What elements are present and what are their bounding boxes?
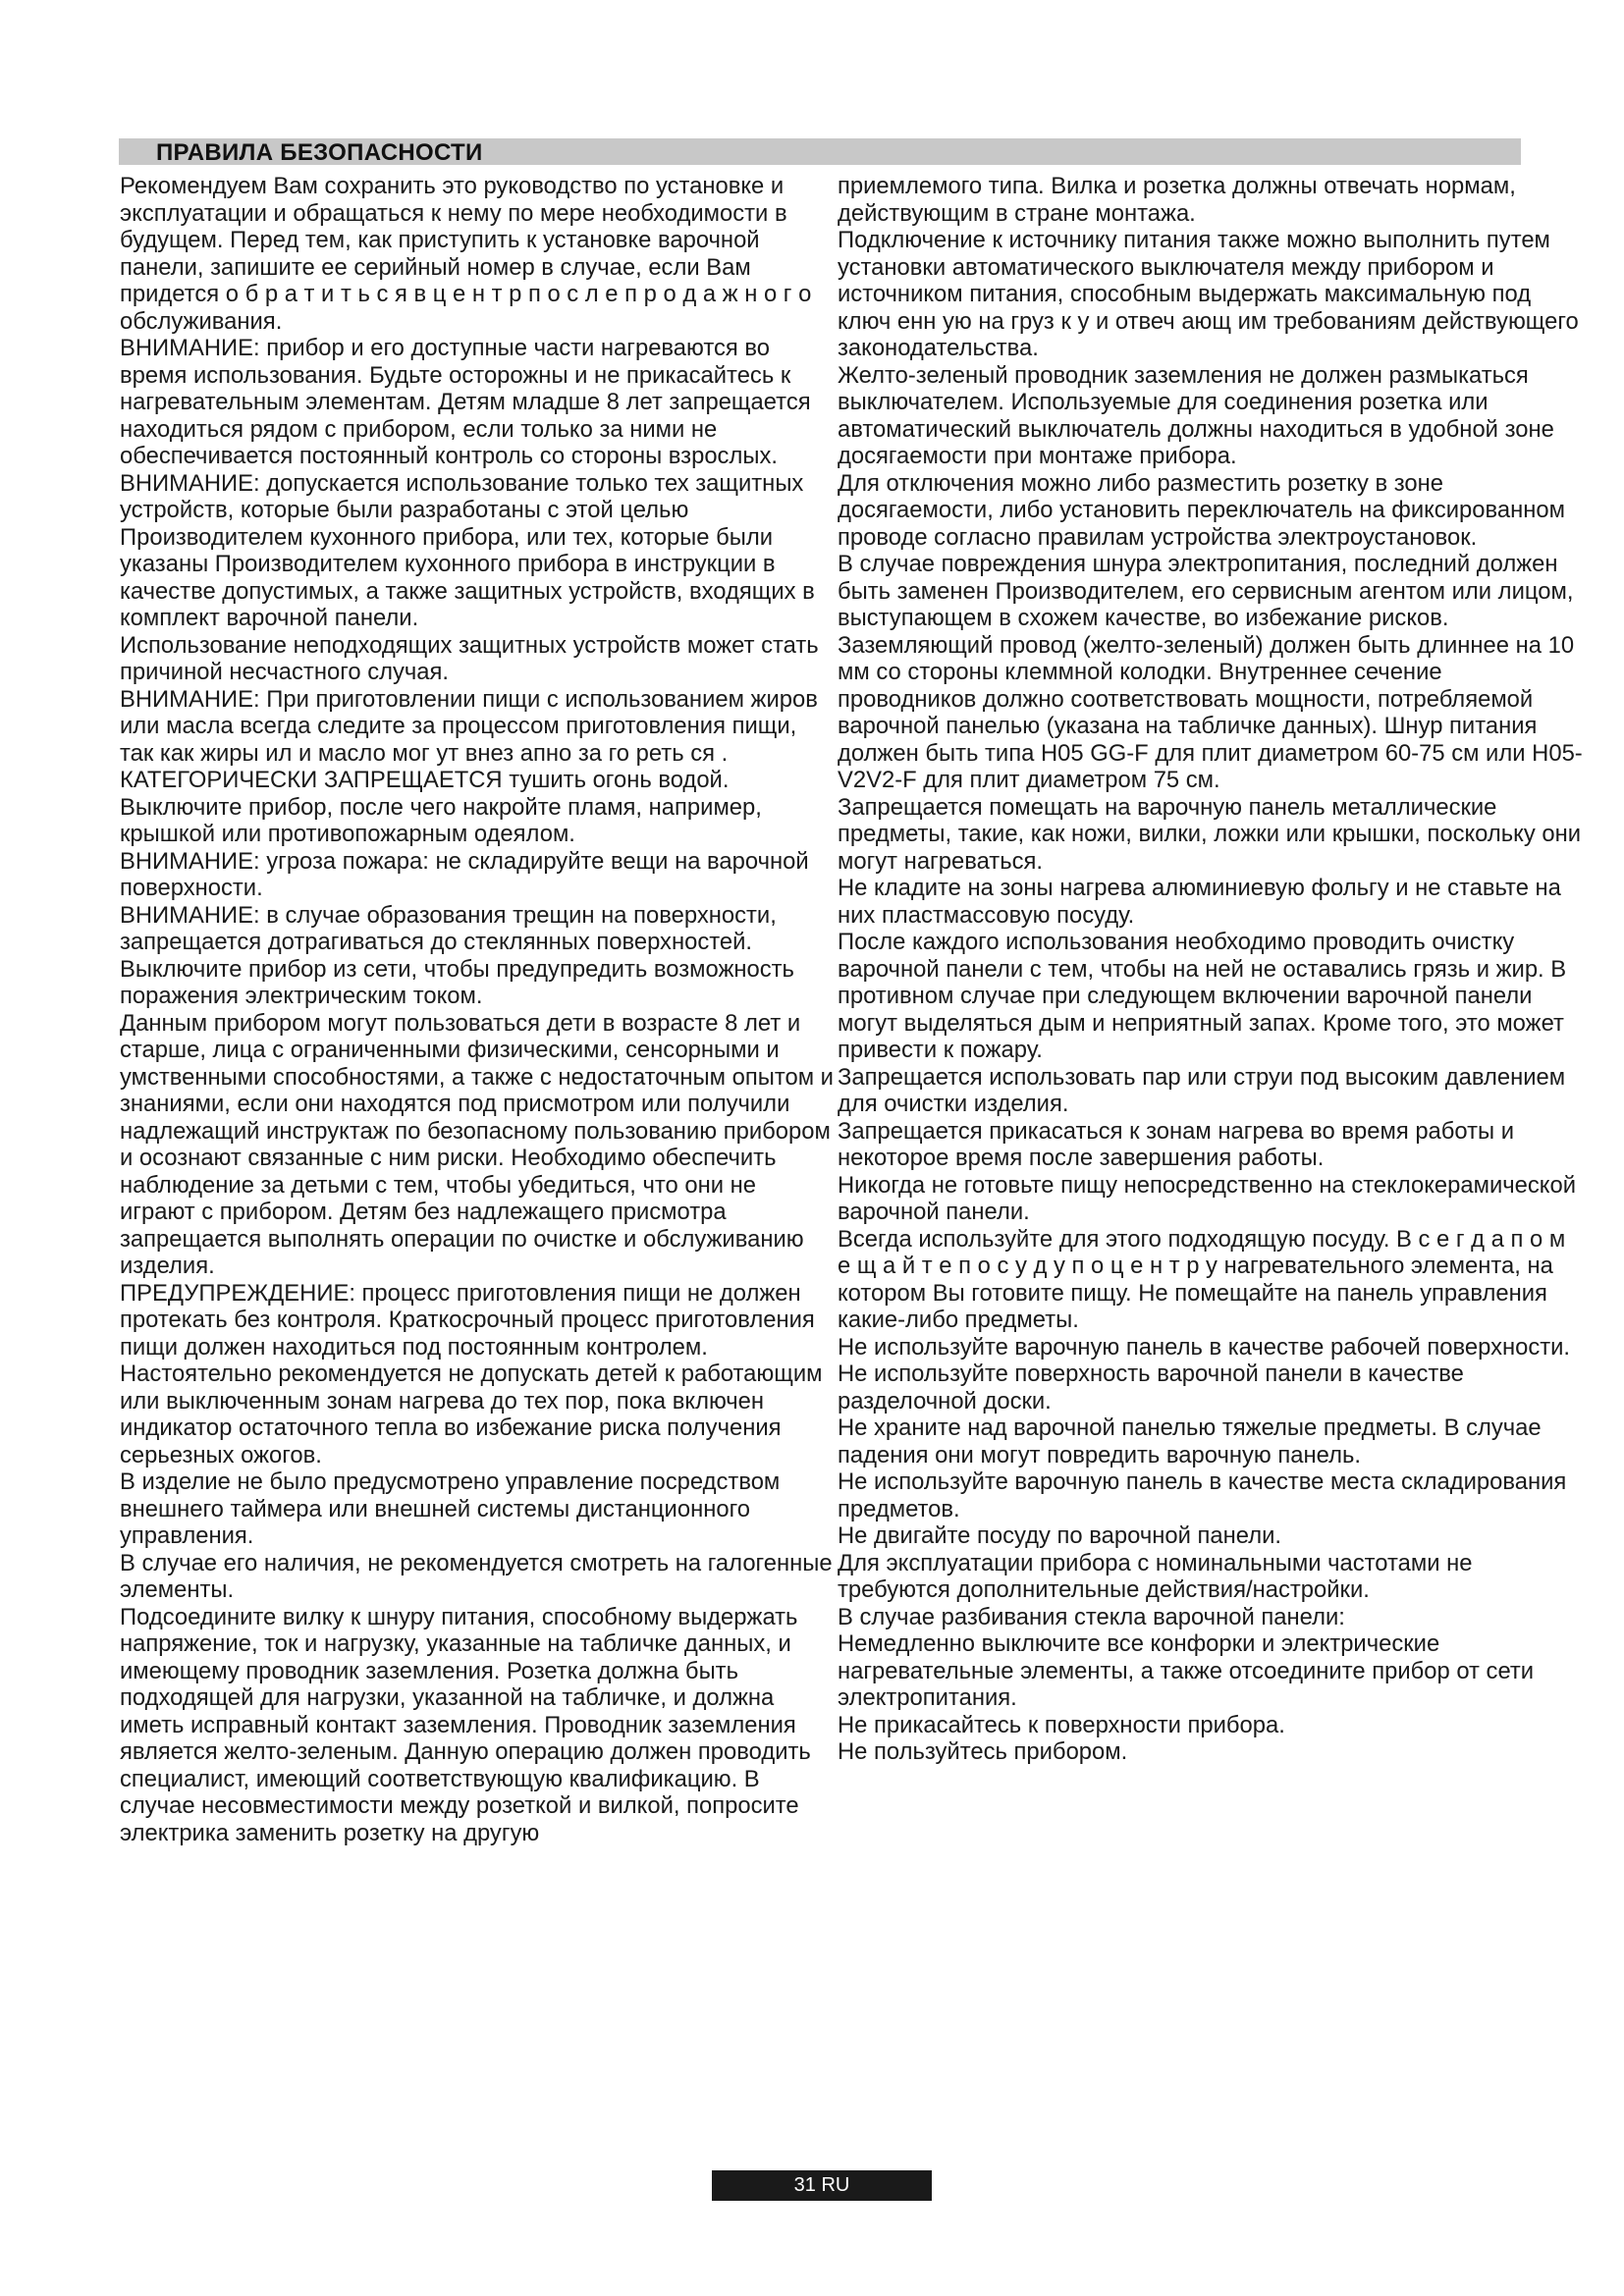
left-text-column — [120, 173, 835, 1846]
paragraph: Рекомендуем Вам сохранить это руководство по установке и эксплуатации и обращаться к нему по мере необходимости в будущем. Перед тем, как приступить к установке варочной панели, запишите ее серийный номер в случае, если Вам придется о б р а т и т ь с я в ц е н т р п о с л е п р о д а ж н о г о обслуживания. — [120, 173, 812, 335]
paragraph: приемлемого типа. Вилка и розетка должны отвечать нормам, действующим в стране монтажа. — [838, 173, 1516, 227]
paragraph: Немедленно выключите все конфорки и электрические нагревательные элементы, а также отсоедините прибор от сети электропитания. — [838, 1630, 1535, 1711]
paragraph: ПРЕДУПРЕЖДЕНИЕ: процесс приготовления пищи не должен протекать без контроля. Краткосрочный процесс приготовления пищи должен находиться под постоянным контролем. — [120, 1279, 815, 1361]
paragraph: Не пользуйтесь прибором. — [838, 1738, 1128, 1765]
paragraph: Подключение к источнику питания также можно выполнить путем установки автоматического выключателя между прибором и источником питания, способным выдержать максимальную под ключ енн ую на груз к у и отвеч ающ им требованиям действующего законодательства. — [838, 227, 1579, 361]
paragraph: ВНИМАНИЕ: угроза пожара: не складируйте вещи на варочной поверхности. — [120, 847, 809, 901]
paragraph: Запрещается помещать на варочную панель металлические предметы, такие, как ножи, вилки, ложки или крышки, поскольку они могут нагреваться. — [838, 793, 1582, 875]
paragraph: Для отключения можно либо разместить розетку в зоне досягаемости, либо установить переключатель на фиксированном проводе согласно правилам устройства электроустановок. — [838, 469, 1565, 551]
paragraph: Не храните над варочной панелью тяжелые предметы. В случае падения они могут повредить варочную панель. — [838, 1415, 1542, 1468]
paragraph: Никогда не готовьте пищу непосредственно на стеклокерамической варочной панели. — [838, 1171, 1577, 1225]
paragraph: Не кладите на зоны нагрева алюминиевую фольгу и не ставьте на них пластмассовую посуду. — [838, 875, 1561, 929]
paragraph: Данным прибором могут пользоваться дети в возрасте 8 лет и старше, лица с ограниченными физическими, сенсорными и умственными способностями, а также с недостаточным опытом и знаниями, если они находятся под присмотром или получили надлежащий инструктаж по безопасному пользованию прибором и осознают связанные с ним риски. Необходимо обеспечить наблюдение за детьми с тем, чтобы убедиться, что они не играют с прибором. Детям без надлежащего присмотра запрещается выполнять операции по очистке и обслуживанию изделия. — [120, 1009, 834, 1279]
paragraph: ВНИМАНИЕ: прибор и его доступные части нагреваются во время использования. Будьте осторожны и не прикасайтесь к нагревательным элементам. Детям младше 8 лет запрещается находиться рядом с прибором, если только за ними не обеспечивается постоянный контроль со стороны взрослых. — [120, 335, 811, 469]
paragraph: Желто-зеленый проводник заземления не должен размыкаться выключателем. Используемые для соединения розетка или автоматический выключатель должны находиться в удобной зоне досягаемости при монтаже прибора. — [838, 361, 1554, 469]
paragraph: В изделие не было предусмотрено управление посредством внешнего таймера или внешней системы дистанционного управления. — [120, 1468, 781, 1549]
section-title: ПРАВИЛА БЕЗОПАСНОСТИ — [156, 139, 483, 166]
paragraph: Всегда используйте для этого подходящую посуду. В с е г д а п о м е щ а й т е п о с у д у п о ц е н т р у нагревательного элемента, на котором Вы готовите пищу. Не помещайте на панель управления какие-либо предметы. — [838, 1225, 1566, 1333]
paragraph: После каждого использования необходимо проводить очистку варочной панели с тем, чтобы на ней не оставались грязь и жир. В противном случае при следующем включении варочной панели могут выделяться дым и неприятный запах. Кроме того, это может привести к пожару. — [838, 929, 1567, 1063]
paragraph: В случае разбивания стекла варочной панели: — [838, 1603, 1345, 1630]
section-header-bar — [119, 138, 1521, 165]
paragraph: Не прикасайтесь к поверхности прибора. — [838, 1711, 1285, 1738]
page-number-badge: 31 RU — [712, 2170, 932, 2201]
paragraph: Не двигайте посуду по варочной панели. — [838, 1522, 1282, 1549]
paragraph: В случае повреждения шнура электропитания, последний должен быть заменен Производителем, его сервисным агентом или лицом, выступающем в схожем качестве, во избежание рисков. — [838, 551, 1574, 631]
paragraph: Не используйте поверхность варочной панели в качестве разделочной доски. — [838, 1361, 1464, 1415]
paragraph: Не используйте варочную панель в качестве места складирования предметов. — [838, 1468, 1567, 1522]
paragraph: Не используйте варочную панель в качестве рабочей поверхности. — [838, 1333, 1571, 1361]
right-text-column — [838, 173, 1584, 1766]
paragraph: В случае его наличия, не рекомендуется смотреть на галогенные элементы. — [120, 1549, 833, 1603]
paragraph: Настоятельно рекомендуется не допускать детей к работающим или выключенным зонам нагрева до тех пор, пока включен индикатор остаточного тепла во избежание риска получения серьезных ожогов. — [120, 1361, 823, 1468]
paragraph: Подсоедините вилку к шнуру питания, способному выдержать напряжение, ток и нагрузку, указанные на табличке данных, и имеющему проводник заземления. Розетка должна быть подходящей для нагрузки, указанной на табличке, и должна иметь исправный контакт заземления. Проводник заземления является желто-зеленым. Данную операцию должен проводить специалист, имеющий соответствующую квалификацию. В случае несовместимости между розеткой и вилкой, попросите электрика заменить розетку на другую — [120, 1603, 811, 1846]
paragraph: ВНИМАНИЕ: При приготовлении пищи с использованием жиров или масла всегда следите за процессом приготовления пищи, так как жиры ил и масло мог ут внез апно за го реть ся . КАТЕГОРИЧЕСКИ ЗАПРЕЩАЕТСЯ тушить огонь водой. Выключите прибор, после чего накройте пламя, например, крышкой или противопожарным одеялом. — [120, 685, 818, 847]
paragraph: Заземляющий провод (желто-зеленый) должен быть длиннее на 10 мм со стороны клеммной колодки. Внутреннее сечение проводников должно соответствовать мощности, потребляемой варочной панелью (указана на табличке данных). Шнур питания должен быть типа H05 GG-F для плит диаметром 60-75 см или H05-V2V2-F для плит диаметром 75 см. — [838, 631, 1583, 793]
paragraph: Запрещается использовать пар или струи под высоким давлением для очистки изделия. — [838, 1063, 1566, 1117]
paragraph: ВНИМАНИЕ: в случае образования трещин на поверхности, запрещается дотрагиваться до стеклянных поверхностей. Выключите прибор из сети, чтобы предупредить возможность поражения электрическим током. — [120, 901, 794, 1009]
paragraph: Для эксплуатации прибора с номинальными частотами не требуются дополнительные действия/настройки. — [838, 1549, 1473, 1603]
paragraph: Запрещается прикасаться к зонам нагрева во время работы и некоторое время после завершения работы. — [838, 1117, 1515, 1171]
paragraph: ВНИМАНИЕ: допускается использование только тех защитных устройств, которые были разработаны с этой целью Производителем кухонного прибора, или тех, которые были указаны Производителем кухонного прибора в инструкции в качестве допустимых, а также защитных устройств, входящих в комплект варочной панели. — [120, 469, 815, 631]
paragraph: Использование неподходящих защитных устройств может стать причиной несчастного случая. — [120, 631, 819, 685]
